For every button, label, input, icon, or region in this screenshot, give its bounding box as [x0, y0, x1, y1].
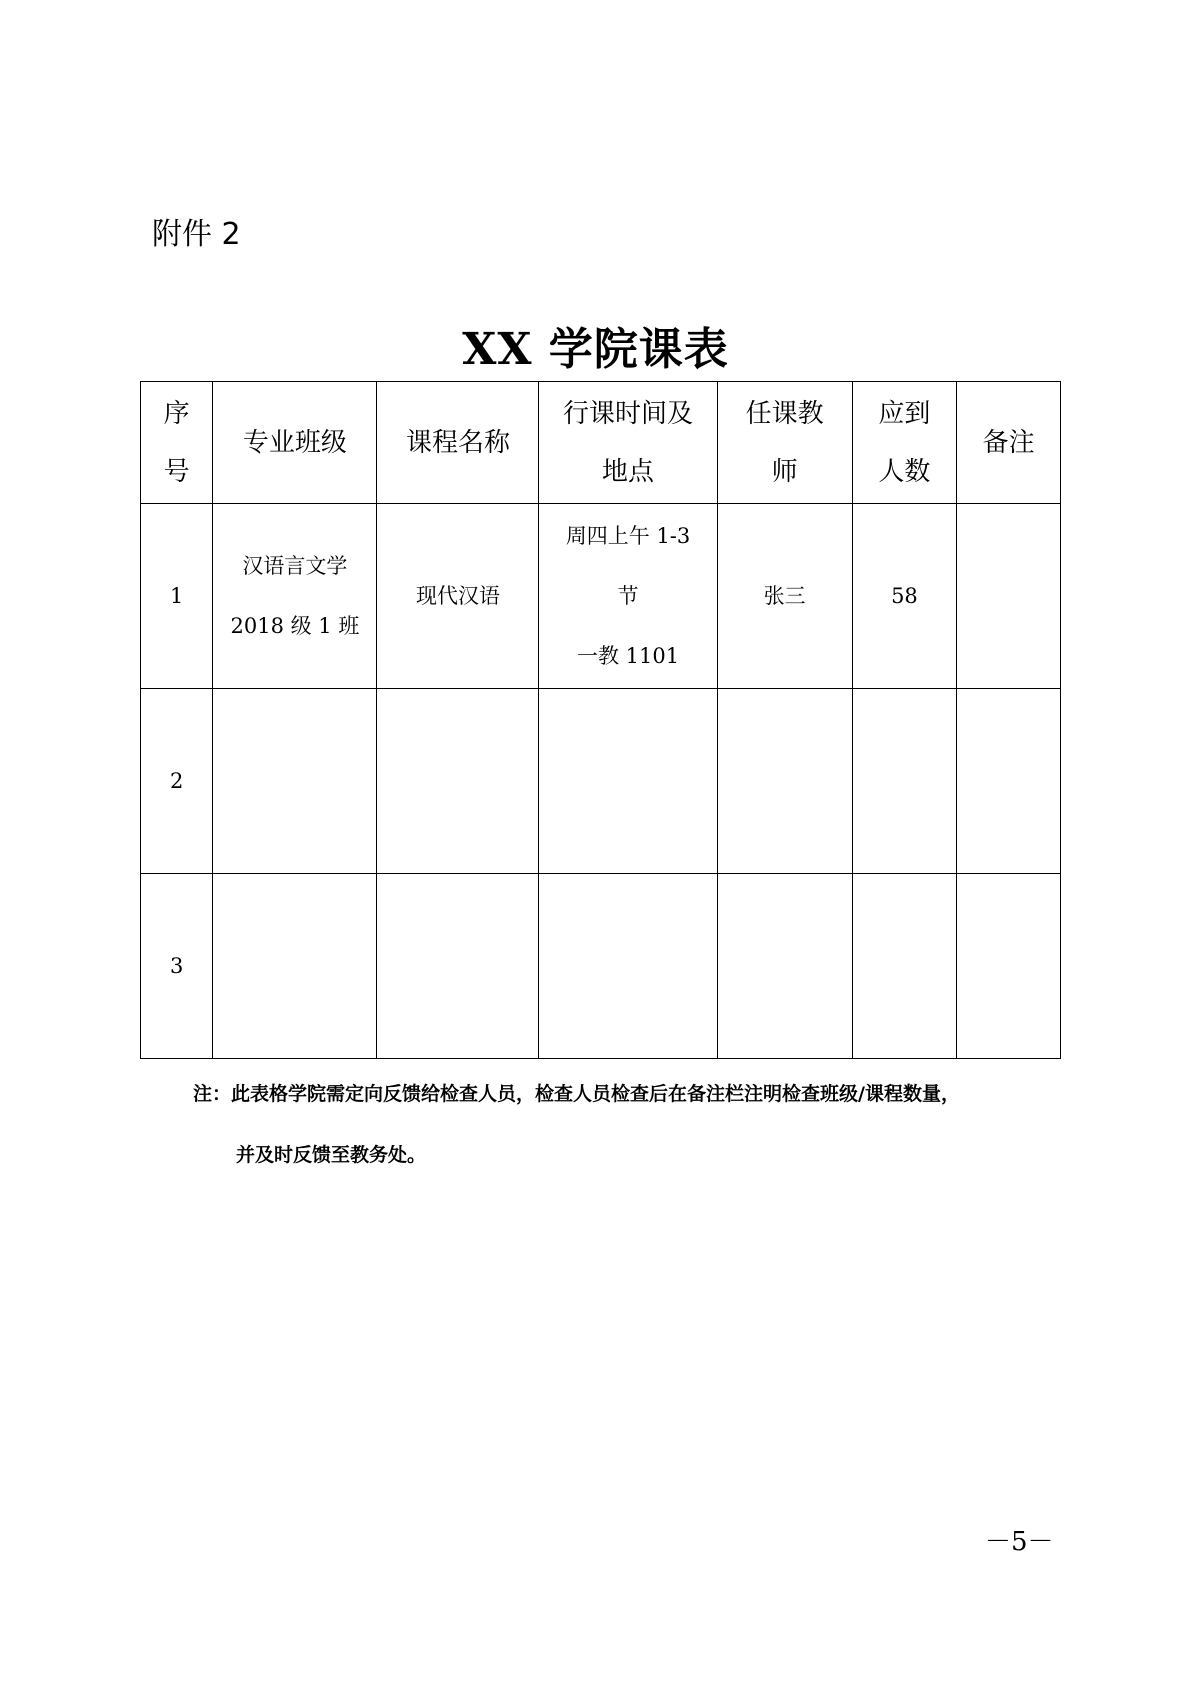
table-row: [141, 689, 1061, 874]
cell-course: 现代汉语: [377, 504, 539, 689]
cell-time-place: 周四上午 1-3 节 一教 1101: [539, 504, 717, 689]
cell-expected: [852, 874, 957, 1059]
header-time-place: 行课时间及 地点: [539, 382, 717, 504]
cell-time-place: [539, 689, 717, 874]
cell-expected: [852, 689, 957, 874]
table-row: [141, 504, 1061, 689]
header-expected: 应到 人数: [852, 382, 957, 504]
cell-class: [213, 874, 377, 1059]
cell-course: [377, 689, 539, 874]
cell-teacher: [717, 689, 852, 874]
page-title: XX 学院课表: [462, 324, 729, 375]
header-course: 课程名称: [377, 382, 539, 504]
header-index: 序 号: [141, 382, 213, 504]
cell-remarks: [957, 504, 1061, 689]
page-number: －5－: [985, 1527, 1054, 1557]
cell-remarks: [957, 874, 1061, 1059]
schedule-table: [140, 381, 1061, 1059]
cell-index: 2: [141, 689, 213, 874]
cell-class: 汉语言文学 2018 级 1 班: [213, 504, 377, 689]
cell-index: 1: [141, 504, 213, 689]
table-row: [141, 874, 1061, 1059]
attachment-label: 附件 2: [152, 217, 241, 252]
cell-index: 3: [141, 874, 213, 1059]
note-line-2: 并及时反馈至教务处。: [236, 1144, 427, 1166]
cell-class: [213, 689, 377, 874]
cell-time-place: [539, 874, 717, 1059]
cell-teacher: 张三: [717, 504, 852, 689]
header-class: 专业班级: [213, 382, 377, 504]
cell-teacher: [717, 874, 852, 1059]
cell-expected: 58: [852, 504, 957, 689]
header-teacher: 任课教 师: [717, 382, 852, 504]
cell-remarks: [957, 689, 1061, 874]
cell-course: [377, 874, 539, 1059]
table-header-row: [141, 382, 1061, 504]
note-line-1: 注：此表格学院需定向反馈给检查人员，检查人员检查后在备注栏注明检查班级/课程数量，: [193, 1083, 960, 1105]
header-remarks: 备注: [957, 382, 1061, 504]
